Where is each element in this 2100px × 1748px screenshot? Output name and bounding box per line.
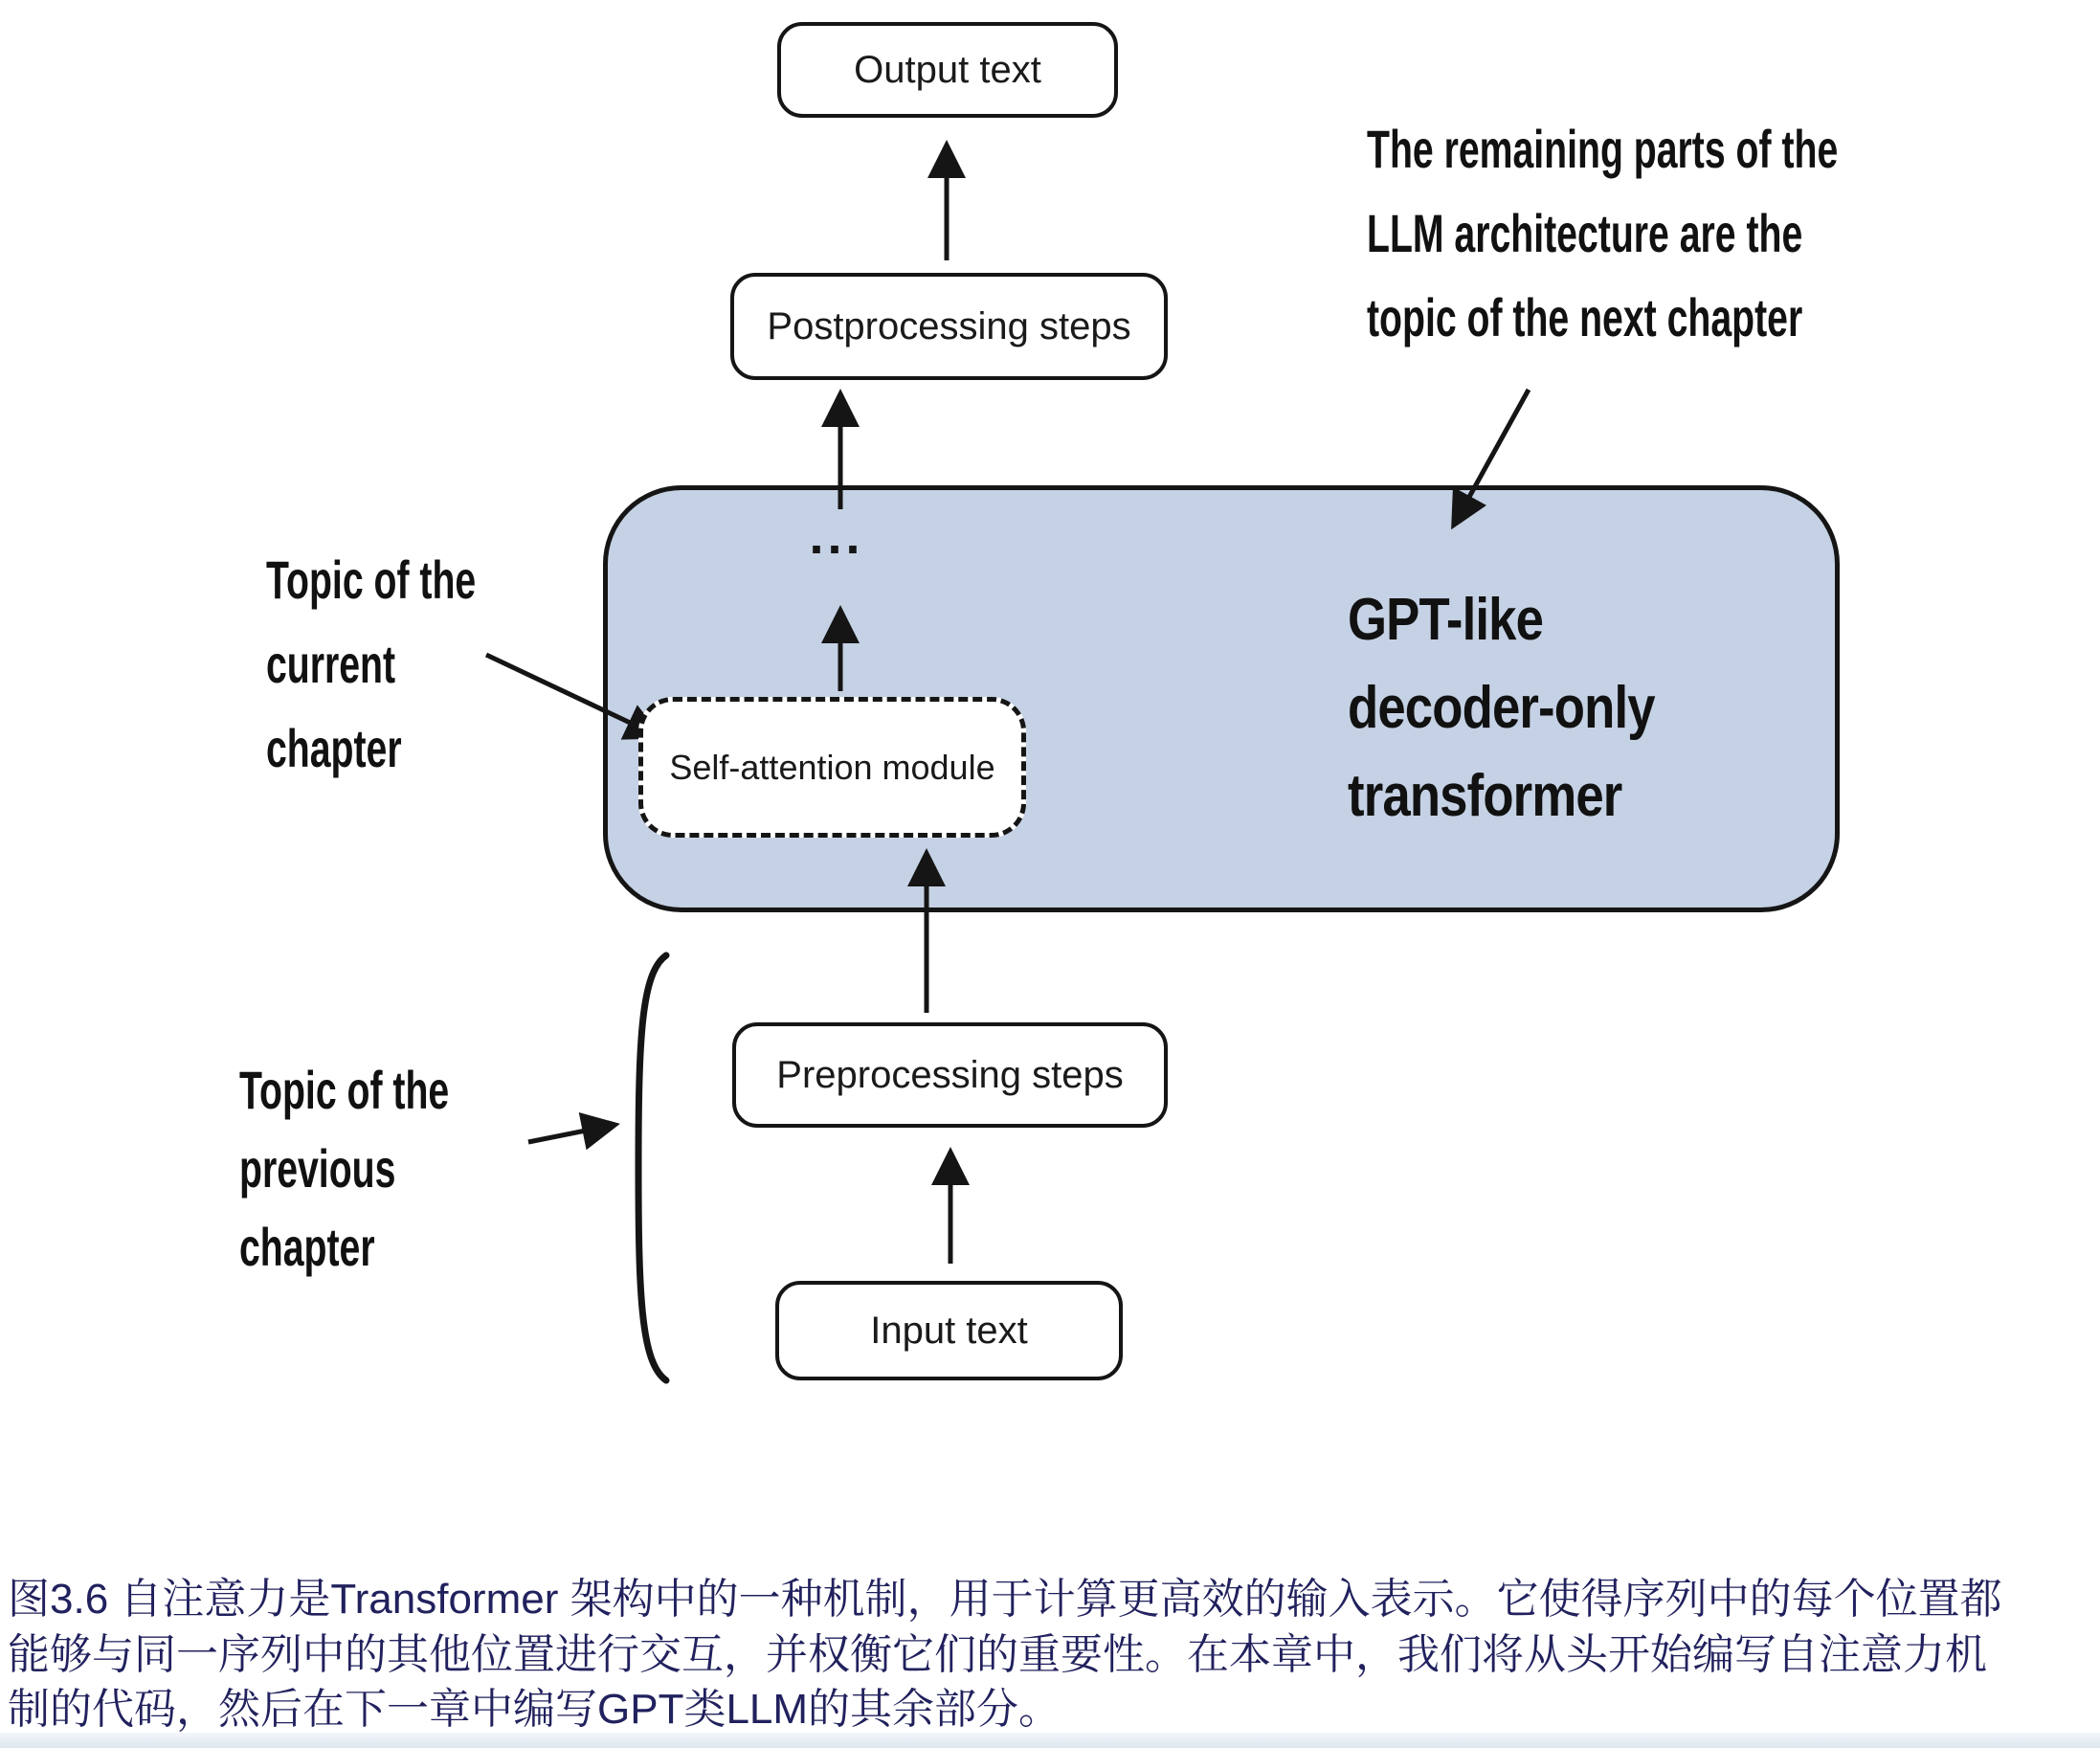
annotation-previous-chapter — [239, 1051, 449, 1287]
caption-line: 能够与同一序列中的其他位置进行交互，并权衡它们的重要性。在本章中，我们将从头开始编写自注意力机 — [8, 1630, 1987, 1678]
annotation-line: Topic of the — [239, 1060, 450, 1120]
annotation-line: topic of the next chapter — [1367, 287, 1803, 347]
annotation-arrow-previous-chapter — [528, 1125, 614, 1142]
self-attention-module-box: Self-attention module — [638, 697, 1026, 838]
preprocessing-steps-box: Preprocessing steps — [732, 1022, 1168, 1128]
gpt-label-line: transformer — [1348, 763, 1622, 829]
input-text-box: Input text — [775, 1281, 1123, 1380]
figure-caption — [8, 1572, 2094, 1737]
annotation-next-chapter — [1367, 107, 1838, 360]
gpt-label-line: decoder-only — [1348, 675, 1655, 741]
ellipsis-dots: ... — [809, 507, 864, 565]
annotation-arrow-current-chapter — [486, 655, 659, 736]
annotation-line: LLM architecture are the — [1367, 203, 1803, 263]
annotation-arrow-next-chapter — [1454, 390, 1529, 525]
annotation-line: chapter — [266, 718, 402, 778]
annotation-line: current — [266, 634, 396, 694]
annotation-line: The remaining parts of the — [1367, 119, 1839, 179]
annotation-current-chapter — [266, 538, 476, 791]
brace-previous-chapter — [638, 955, 666, 1380]
caption-line: 图3.6 自注意力是Transformer 架构中的一种机制，用于计算更高效的输入表示。它使得序列中的每个位置都 — [8, 1576, 2002, 1623]
window-bottom-edge — [0, 1733, 2100, 1748]
caption-line: 制的代码，然后在下一章中编写GPT类LLM的其余部分。 — [8, 1686, 1061, 1733]
output-text-box: Output text — [777, 22, 1118, 118]
annotation-line: Topic of the — [266, 549, 477, 610]
gpt-container-label — [1348, 576, 1655, 840]
annotation-line: chapter — [239, 1217, 375, 1277]
gpt-label-line: GPT-like — [1348, 587, 1544, 653]
postprocessing-steps-box: Postprocessing steps — [730, 273, 1168, 380]
annotation-line: previous — [239, 1138, 396, 1199]
